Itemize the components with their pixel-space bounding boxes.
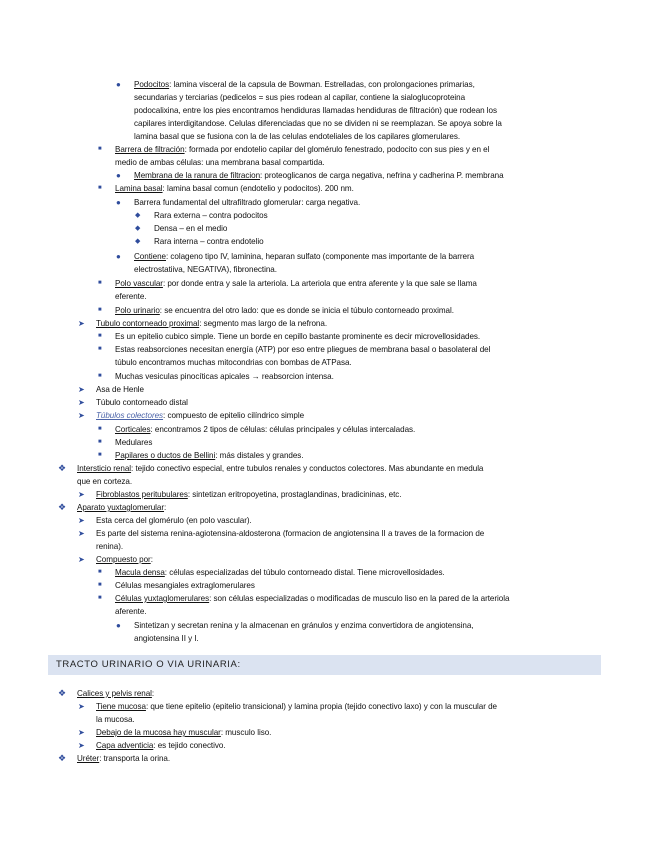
membrana-term: Membrana de la ranura de filtracion [134,171,261,180]
epitelio-cubico: Es un epitelio cubico simple. Tiene un borde en cepillo bastante prominente es decir microvellosidades. [115,332,481,341]
polo-urinario-line [115,305,454,316]
bullet-arrow-icon: ➤ [78,398,85,407]
barrera-line [115,144,489,155]
macula-line [115,567,445,578]
papilares-term: Papilares o ductos de Bellini [115,451,216,460]
cerca-glomerulo: Esta cerca del glomérulo (en polo vascular). [96,516,252,525]
ureter-line [77,753,170,764]
contiene-line [134,251,474,262]
bullet-arrow-icon: ➤ [78,385,85,394]
sistema-line-2: renina). [96,542,124,551]
mesangiales: Células mesangiales extraglomerulares [115,581,255,590]
tubulos-colectores-link[interactable]: Túbulos colectores [96,411,164,420]
mucosa-line-2: la mucosa. [96,715,135,724]
barrera-term: Barrera de filtración [115,145,185,154]
bullet-star-icon: ❖ [58,502,67,512]
papilares-line [115,450,304,461]
lamina-text: : lamina basal comun (endotelio y podocitos). 200 nm. [162,184,354,193]
contiene-text: : colageno tipo IV, laminina, heparan sulfato (componente mas importante de la barrera [166,252,475,261]
yuxtaglomerulares-text: : son células especializadas o modificadas de musculo liso en la pared de la arteriola [209,594,510,603]
bullet-star-icon: ❖ [58,688,67,698]
aparato-text: : [164,503,167,512]
bullet-square-icon: ■ [98,373,102,379]
bullet-square-icon: ■ [98,333,102,339]
bullet-arrow-icon: ➤ [78,319,85,328]
ureter-term: Uréter [77,754,100,763]
bullet-square-icon: ■ [98,582,102,588]
podocitos-text: : lamina visceral de la capsula de Bowman. Estrelladas, con prolongaciones primarias, [169,80,475,89]
bullet-diamond-icon: ◆ [135,212,141,219]
podocitos-line-2: secundarias y terciarias (pedicelos = sus pies rodean al capilar, contiene la sialoglucoproteina [134,93,466,102]
corticales-term: Corticales [115,425,151,434]
bullet-square-icon: ■ [98,185,102,191]
compuesto-term: Compuesto por [96,555,151,564]
bullet-arrow-icon: ➤ [78,516,85,525]
bullet-arrow-icon: ➤ [78,741,85,750]
calices-line [77,688,154,699]
debajo-term: Debajo de la mucosa hay muscular [96,728,221,737]
fibroblastos-text: : sintetizan eritropoyetina, prostaglandinas, bradicininas, etc. [187,490,402,499]
bullet-square-icon: ■ [98,307,102,313]
lamina-line [115,183,354,194]
rara-interna: Rara interna – contra endotelio [154,237,264,246]
intersticio-text: : tejido conectivo especial, entre tubulos renales y conductos colectores. Mas abundante en medula [131,464,484,473]
bullet-arrow-icon: ➤ [78,490,85,499]
membrana-line [134,170,504,181]
podocitos-term: Podocitos [134,80,170,89]
lamina-term: Lamina basal [115,184,163,193]
adventicia-line [96,740,226,751]
polo-vascular-text: : por donde entra y sale la arteriola. La arteriola que entra aferente y la que sale se llama [162,279,477,288]
sintetizan-line: Sintetizan y secretan renina y la almacenan en gránulos y enzima convertidora de angiotensina, [134,621,474,630]
tubulo-proximal-term: Tubulo contorneado proximal [96,319,200,328]
aparato-term: Aparato yuxtaglomerular [77,503,165,512]
intersticio-line [77,463,483,474]
fibroblastos-term: Fibroblastos peritubulares [96,490,188,499]
bullet-square-icon: ■ [98,146,102,152]
yuxtaglomerulares-term: Células yuxtaglomerulares [115,594,210,603]
tubulos-colectores-text: : compuesto de epitelio cilíndrico simple [163,411,305,420]
papilares-text: : más distales y grandes. [215,451,304,460]
bullet-square-icon: ■ [98,280,102,286]
tubulo-proximal-line [96,318,327,329]
intersticio-line-2: que en corteza. [77,477,133,486]
fibroblastos-line [96,489,402,500]
corticales-line [115,424,415,435]
bullet-arrow-icon: ➤ [78,529,85,538]
compuesto-text: : [150,555,153,564]
tubulo-distal: Túbulo contorneado distal [96,398,188,407]
macula-term: Macula densa [115,568,165,577]
bullet-dot-icon: ● [116,80,121,89]
medulares: Medulares [115,438,153,447]
asa-henle: Asa de Henle [96,385,144,394]
polo-urinario-text: : se encuentra del otro lado: que es donde se inicia el túbulo contorneado proximal. [159,306,454,315]
bullet-square-icon: ■ [98,595,102,601]
bullet-square-icon: ■ [98,452,102,458]
section-title: TRACTO URINARIO O VIA URINARIA: [56,659,241,670]
polo-vascular-line [115,278,477,289]
podocitos-line-3: podocalixina, entre los pies encontramos hendiduras llamadas hendiduras de filtración) que rodean los [134,106,497,115]
bullet-square-icon: ■ [98,426,102,432]
bullet-square-icon: ■ [98,439,102,445]
barrera-line-2: medio de ambas células: una membrana basal compartida. [115,158,325,167]
barrera-text: : formada por endotelio capilar del glomérulo fenestrado, podocito con sus pies y en el [184,145,490,154]
tubulos-colectores-line [96,410,304,421]
reabsorciones-line: Estas reabsorciones necesitan energía (ATP) por eso entre pliegues de membrana basal o basolateral del [115,345,491,354]
bullet-diamond-icon: ◆ [135,225,141,232]
contiene-term: Contiene [134,252,166,261]
compuesto-line [96,554,153,565]
bullet-dot-icon: ● [116,198,121,207]
vesiculas: Muchas vesiculas pinocíticas apicales → reabsorcion intensa. [115,372,334,381]
mucosa-text: : que tiene epitelio (epitelio transicional) y lamina propia (tejido conectivo laxo) y con la muscular de [145,702,497,711]
bullet-diamond-icon: ◆ [135,238,141,245]
bullet-square-icon: ■ [98,569,102,575]
bullet-star-icon: ❖ [58,463,67,473]
adventicia-text: : es tejido conectivo. [153,741,226,750]
ureter-text: : transporta la orina. [99,754,171,763]
bullet-arrow-icon: ➤ [78,728,85,737]
bullet-arrow-icon: ➤ [78,411,85,420]
podocitos-line-4: capilares interdigitandose. Celulas diferenciadas que no se dividen ni se reemplazan. Se apoya sobre la [134,119,502,128]
bullet-dot-icon: ● [116,621,121,630]
reabsorciones-line-2: túbulo encontramos muchas mitocondrias con bombas de ATPasa. [115,358,352,367]
adventicia-term: Capa adventicia [96,741,154,750]
densa: Densa – en el medio [154,224,228,233]
bullet-arrow-icon: ➤ [78,555,85,564]
mucosa-line [96,701,497,712]
membrana-text: : proteoglicanos de carga negativa, nefrina y cadherina P. membrana [260,171,504,180]
bullet-square-icon: ■ [98,346,102,352]
bullet-dot-icon: ● [116,252,121,261]
aparato-line [77,502,166,513]
section-banner [48,655,601,675]
polo-vascular-term: Polo vascular [115,279,163,288]
sistema-line: Es parte del sistema renina-agiotensina-aldosterona (formacion de angiotensina II a traves de la formacion de [96,529,485,538]
calices-text: : [151,689,155,698]
contiene-line-2: electrostatiiva, NEGATIVA), fibronectina. [134,265,277,274]
intersticio-term: Intersticio renal [77,464,132,473]
yuxtaglomerulares-line-2: aferente. [115,607,147,616]
yuxtaglomerulares-line [115,593,509,604]
bullet-dot-icon: ● [116,171,121,180]
bullet-arrow-icon: ➤ [78,702,85,711]
mucosa-term: Tiene mucosa [96,702,146,711]
debajo-text: : musculo liso. [220,728,272,737]
polo-vascular-line-2: eferente. [115,292,147,301]
rara-externa: Rara externa – contra podocitos [154,211,268,220]
calices-term: Calices y pelvis renal [77,689,152,698]
podocitos-line [134,79,475,90]
sintetizan-line-2: angiotensina II y I. [134,634,199,643]
polo-urinario-term: Polo urinario [115,306,160,315]
debajo-line [96,727,271,738]
tubulo-proximal-text: : segmento mas largo de la nefrona. [199,319,328,328]
bullet-star-icon: ❖ [58,753,67,763]
barrera-fundamental: Barrera fundamental del ultrafiltrado glomerular: carga negativa. [134,198,361,207]
macula-text: : células especializadas del túbulo contorneado distal. Tiene microvellosidades. [164,568,445,577]
podocitos-line-5: lamina basal que se fusiona con la de las celulas endoteliales de los capilares glomerulares. [134,132,461,141]
corticales-text: : encontramos 2 tipos de células: células principales y células intercaladas. [150,425,416,434]
